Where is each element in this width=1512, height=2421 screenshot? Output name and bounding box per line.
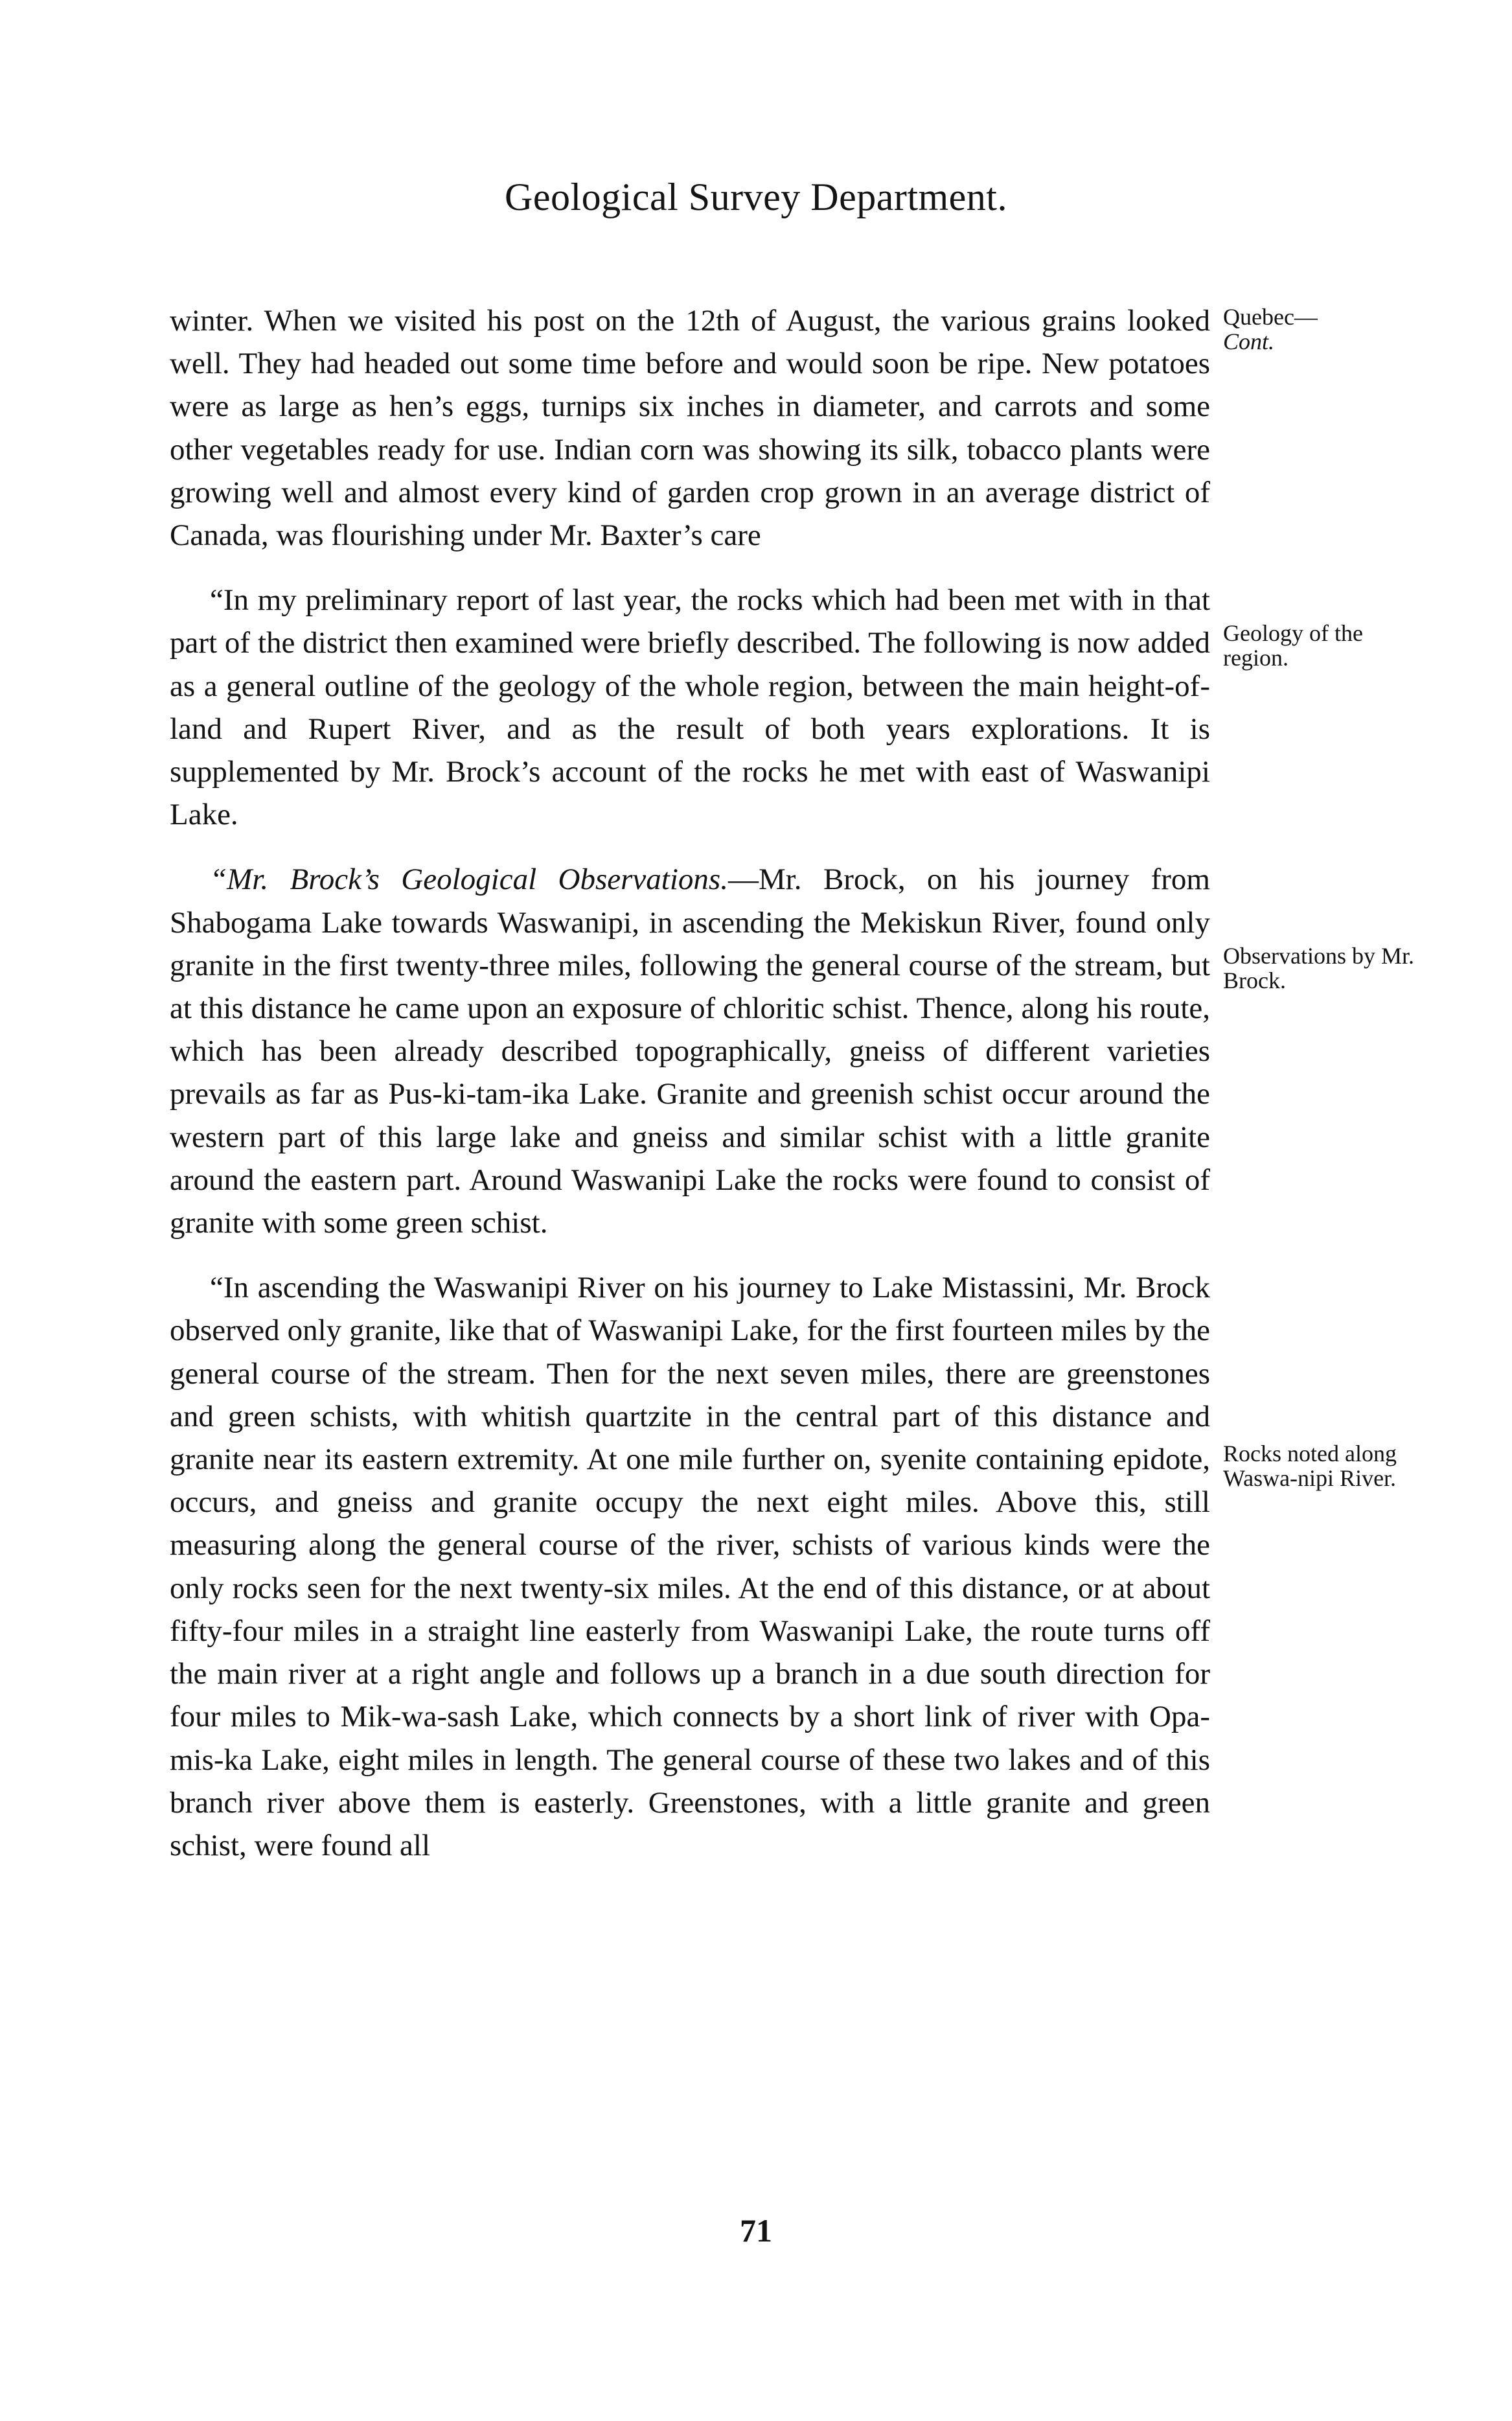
paragraph-3-heading: “Mr. Brock’s Geological Observations.: [210, 863, 728, 897]
margin-note-observations: Observations by Mr. Brock.: [1223, 943, 1414, 993]
paragraph-2: “In my preliminary report of last year, the rocks which had been met with in that part of the district then examined were briefly described. The following is now added as a general outline of the geology of the whole region, between the main height-of-land and Rupert River, and as the result of both years explorations. It is supplemented by Mr. Brock’s account of the rocks he met with east of Waswanipi Lake.: [170, 583, 1210, 832]
page-number: 71: [740, 2212, 772, 2249]
paragraph-1: winter. When we visited his post on the 12th of August, the various grains looked well. They had headed out some time before and would soon be ripe. New potatoes were as large as hen’s eggs, turnips six inches in diameter, and carrots and some other vegetables ready for use. Indian corn was showing its silk, tobacco plants were growing well and almost every kind of garden crop grown in an average district of Canada, was flourishing under Mr. Baxter’s care: [170, 304, 1210, 553]
margin-note-quebec-cont: Cont.: [1223, 329, 1275, 354]
paragraph-3: [170, 858, 1210, 1244]
margin-note-quebec-label: Quebec—: [1223, 304, 1318, 330]
margin-note-quebec: [1223, 305, 1430, 354]
paragraph-4: “In ascending the Waswanipi River on his journey to Lake Mistassini, Mr. Brock observed only granite, like that of Waswanipi Lake, for the first fourteen miles by the general course of the stream. Then for the next seven miles, there are greenstones and green schists, with whitish quartzite in the central part of this distance and granite near its eastern extremity. At one mile further on, syenite containing epidote, occurs, and gneiss and granite occupy the next eight miles. Above this, still measuring along the general course of the river, schists of various kinds were the only rocks seen for the next twenty-six miles. At the end of this distance, or at about fifty-four miles in a straight line easterly from Waswanipi Lake, the route turns off the main river at a right angle and follows up a branch in a due south direction for four miles to Mik-wa-sash Lake, which connects by a short link of river with Opa-mis-ka Lake, eight miles in length. The general course of these two lakes and of this branch river above them is easterly. Greenstones, with a little granite and green schist, were found all: [170, 1271, 1210, 1862]
page-header: Geological Survey Department.: [505, 176, 1007, 218]
paragraph-3-text: —Mr. Brock, on his journey from Shabogama Lake towards Waswanipi, in ascending the Mekiskun River, found only granite in the first twenty-three miles, following the general course of the stream, but at this distance he came upon an exposure of chloritic schist. Thence, along his route, which has been already described topographically, gneiss of different varieties prevails as far as Pus-ki-tam-ika Lake. Granite and greenish schist occur around the western part of this large lake and gneiss and similar schist with a little granite around the eastern part. Around Waswanipi Lake the rocks were found to consist of granite with some green schist.: [170, 863, 1210, 1240]
margin-note-geology: Geology of the region.: [1223, 620, 1363, 671]
body-text: [170, 299, 1210, 1867]
margin-note-rocks-noted: Rocks noted along Waswa-nipi River.: [1223, 1441, 1397, 1491]
